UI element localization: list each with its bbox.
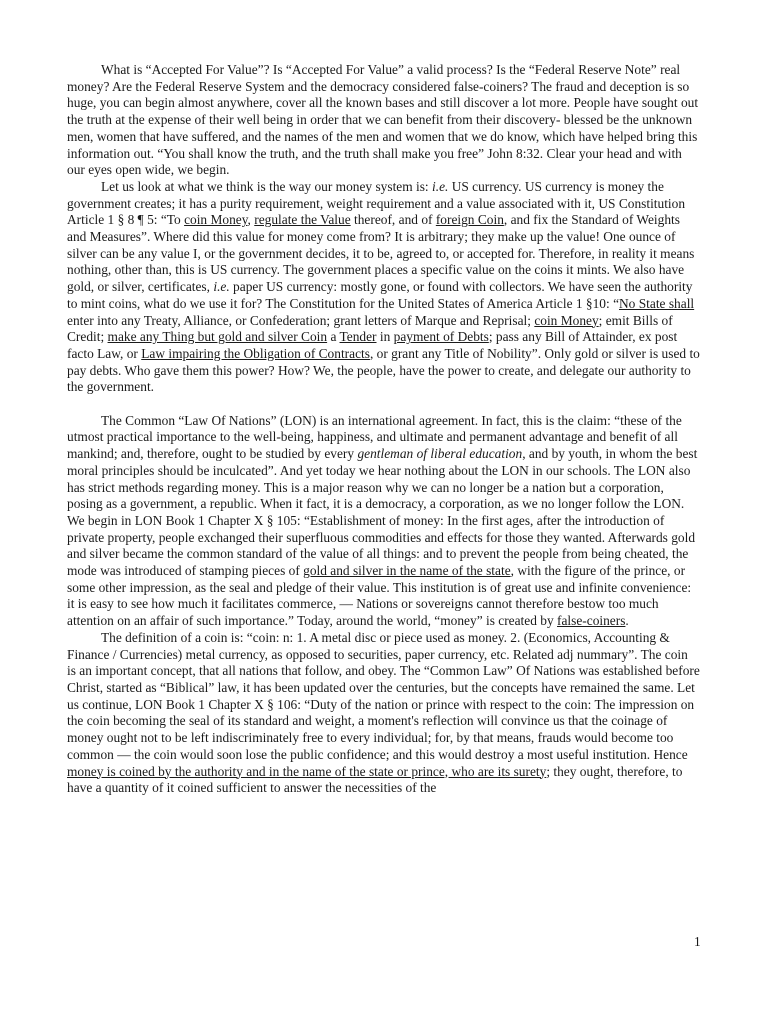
paragraph-spacer [67, 396, 700, 413]
text-run: ; emit Bills of Credit; [67, 312, 673, 345]
page-number: 1 [694, 934, 701, 949]
paragraph-4 [67, 630, 700, 797]
text-run: . [625, 613, 629, 629]
underlined-text: regulate the Value [254, 212, 351, 228]
text-run: The Common “Law Of Nations” (LON) is an international agreement. In fact, this is the claim: “these of the utmost practical importance to the well-being, happiness, and ultimate and permanent advantage and benefit of all mankind; and, therefore, ought to be studied by every [67, 412, 682, 462]
text-run: US currency. US currency is money the government creates; it has a purity requirement, weight requirement and a value associated with it, US Constitution Article 1 § 8 ¶ 5: “To [67, 178, 686, 228]
text-run: a [327, 329, 340, 345]
underlined-text: coin Money [184, 212, 248, 228]
text-run: , with the figure of the prince, or some other impression, as the seal and pledge of their value. This institution is of great use and infinite convenience: it is easy to see how much it facilitates commerce, — Nations or sovereigns cannot therefore bestow too much attention on an affair of such importance.” Today, around the world, “money” is created by [67, 563, 692, 629]
text-run: The definition of a coin is: “coin: n: 1. A metal disc or piece used as money. 2. (Economics, Accounting & Finance / Currencies) metal currency, as opposed to securities, paper currency, etc. Related adj nummary”. The coin is an important concept, that all nations that follow, and obey. The “Common Law” Of Nations was established before Christ, started as “Biblical” law, it has been updated over the centuries, but the concepts have remained the same. Let us continue, LON Book 1 Chapter X § 106: “Duty of the nation or prince with respect to the coin: The impression on the coin becoming the seal of its standard and weight, a moment's reflection will convince us that the coinage of money ought not to be left indiscriminately free to every individual; for, by that means, frauds would become too common — the coin would soon lose the public confidence; and this would destroy a most useful institution. Hence [67, 629, 700, 762]
underlined-text: Tender [339, 329, 377, 345]
underlined-text: false-coiners [557, 613, 626, 629]
underlined-text: make any Thing but gold and silver Coin [107, 329, 328, 345]
text-run: , and by youth, in whom the best moral principles should be inculcated”. And yet today we hear nothing about the LON in our schools. The LON also has strict methods regarding money. This is a major reason why we can no longer be a nation but a corporation, posing as a government, a republic. When it fact, it is a democracy, a corporation, as we no longer follow the LON. We begin in LON Book 1 Chapter X § 105: “Establishment of money: In the first ages, after the introduction of private property, people exchanged their superfluous commodities and effects for those they wanted. Afterwards gold and silver became the common standard of the value of all things: and to prevent the people from being cheated, the mode was introduced of stamping pieces of [67, 446, 698, 579]
text-run: thereof, and of [350, 212, 436, 228]
paragraph-3 [67, 413, 700, 630]
underlined-text: coin Money [534, 312, 599, 328]
text-run: What is “Accepted For Value”? Is “Accepted For Value” a valid process? Is the “Federal Reserve Note” real money? Are the Federal Reserve System and the democracy considered false-coiners? The fraud and deception is so huge, you can begin almost anywhere, cover all the known bases and still discover a lot more. People have sought out the truth at the expense of their well being in order that we can benefit from their discovery- blessed be the unknown men, women that have suffered, and the names of the men and women that we do know, which have helped bring this information out. “You shall know the truth, and the truth shall make you free” John 8:32. Clear your head and with our eyes open wide, we begin. [67, 62, 699, 178]
paragraph-1 [67, 62, 700, 179]
underlined-text: gold and silver in the name of the state [303, 563, 511, 579]
document-page [67, 62, 700, 797]
text-run: ; pass any Bill of Attainder, ex post facto Law, or [67, 329, 678, 361]
underlined-text: payment of Debts [393, 329, 489, 345]
underlined-text: Law impairing the Obligation of Contracts [141, 345, 370, 361]
text-run: , [247, 212, 255, 228]
text-run: , or grant any Title of Nobility”. Only gold or silver is used to pay debts. Who gave them this power? How? We, the people, have the power to create, and delegate our authority to the government. [67, 345, 700, 395]
text-run: , and fix the Standard of Weights and Measures”. Where did this value for money come from? It is arbitrary; they make up the value! One ounce of silver can be any value I, or the government decides, it to be, agreed to, or accepted for. Therefore, in reality it means nothing, other than, this is US currency. The government places a specific value on the coins it mints. We also have gold, or silver, certificates, [67, 212, 695, 295]
underlined-text: No State shall [619, 295, 695, 311]
italic-text: i.e. [432, 178, 449, 194]
paragraph-2 [67, 179, 700, 396]
italic-text: gentleman of liberal education [357, 446, 523, 462]
text-run: enter into any Treaty, Alliance, or Confederation; grant letters of Marque and Reprisal; [67, 312, 535, 328]
text-run: in [376, 329, 394, 345]
text-run: ; they ought, therefore, to have a quantity of it coined sufficient to answer the necessities of the [67, 763, 683, 796]
italic-text: i.e. [213, 279, 230, 295]
underlined-text: money is coined by the authority and in the name of the state or prince, who are its surety [67, 763, 547, 779]
text-run: paper US currency: mostly gone, or found with collectors. We have seen the authority to mint coins, what do we use it for? The Constitution for the United States of America Article 1 §10: “ [67, 279, 693, 311]
text-run: Let us look at what we think is the way our money system is: [101, 178, 432, 194]
underlined-text: foreign Coin [435, 212, 504, 228]
